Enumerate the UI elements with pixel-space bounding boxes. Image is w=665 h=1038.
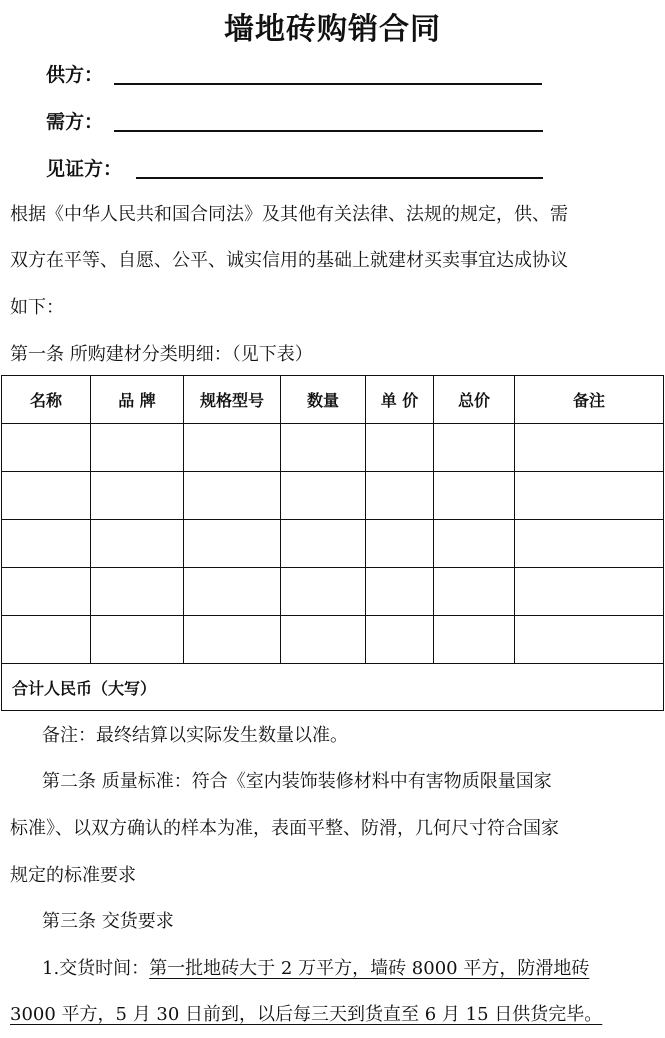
total-rmb-label: 合计人民币（大写） bbox=[2, 664, 664, 711]
delivery-time-detail-1: 第一批地砖大于 2 万平方，墙砖 8000 平方，防滑地砖 bbox=[149, 958, 590, 979]
table-note: 备注：最终结算以实际发生数量以准。 bbox=[42, 725, 348, 746]
table-row bbox=[2, 520, 664, 568]
intro-line-2: 双方在平等、自愿、公平、诚实信用的基础上就建材买卖事宜达成协议 bbox=[10, 250, 568, 271]
supplier-field bbox=[46, 60, 103, 87]
buyer-field bbox=[46, 107, 103, 134]
buyer-blank-line bbox=[114, 130, 543, 132]
buyer-label: 需方： bbox=[46, 111, 104, 133]
article-2-line-1: 第二条 质量标准：符合《室内装饰装修材料中有害物质限量国家 bbox=[42, 771, 552, 792]
article-1-heading: 第一条 所购建材分类明细：（见下表） bbox=[10, 344, 313, 365]
header-brand: 品 牌 bbox=[91, 376, 184, 424]
article-2-line-3: 规定的标准要求 bbox=[10, 865, 136, 886]
header-quantity: 数量 bbox=[281, 376, 366, 424]
table-row bbox=[2, 424, 664, 472]
intro-line-1: 根据《中华人民共和国合同法》及其他有关法律、法规的规定，供、需 bbox=[10, 204, 568, 225]
header-name: 名称 bbox=[2, 376, 91, 424]
delivery-time-label: 1.交货时间： bbox=[42, 958, 150, 979]
delivery-time-line-1 bbox=[42, 954, 589, 980]
article-2-line-2: 标准》、以双方确认的样本为准，表面平整、防滑，几何尺寸符合国家 bbox=[10, 818, 559, 839]
witness-field bbox=[46, 154, 122, 181]
witness-blank-line bbox=[136, 177, 543, 179]
article-3-heading: 第三条 交货要求 bbox=[42, 911, 174, 932]
witness-label: 见证方： bbox=[46, 158, 123, 180]
supplier-label: 供方： bbox=[46, 64, 104, 86]
header-remarks: 备注 bbox=[515, 376, 664, 424]
total-row bbox=[2, 664, 664, 711]
table-row bbox=[2, 568, 664, 616]
header-spec: 规格型号 bbox=[184, 376, 281, 424]
table-row bbox=[2, 472, 664, 520]
table-header-row bbox=[2, 376, 664, 424]
delivery-time-line-2 bbox=[10, 1000, 602, 1026]
header-total-price: 总价 bbox=[434, 376, 515, 424]
document-title: 墙地砖购销合同 bbox=[224, 12, 441, 47]
delivery-time-detail-2: 3000 平方，5 月 30 日前到，以后每三天到货直至 6 月 15 日供货完毕。 bbox=[10, 1004, 603, 1025]
table-row bbox=[2, 616, 664, 664]
materials-table bbox=[1, 375, 664, 711]
intro-line-3: 如下： bbox=[10, 297, 64, 318]
supplier-blank-line bbox=[114, 83, 542, 85]
header-unit-price: 单 价 bbox=[366, 376, 434, 424]
